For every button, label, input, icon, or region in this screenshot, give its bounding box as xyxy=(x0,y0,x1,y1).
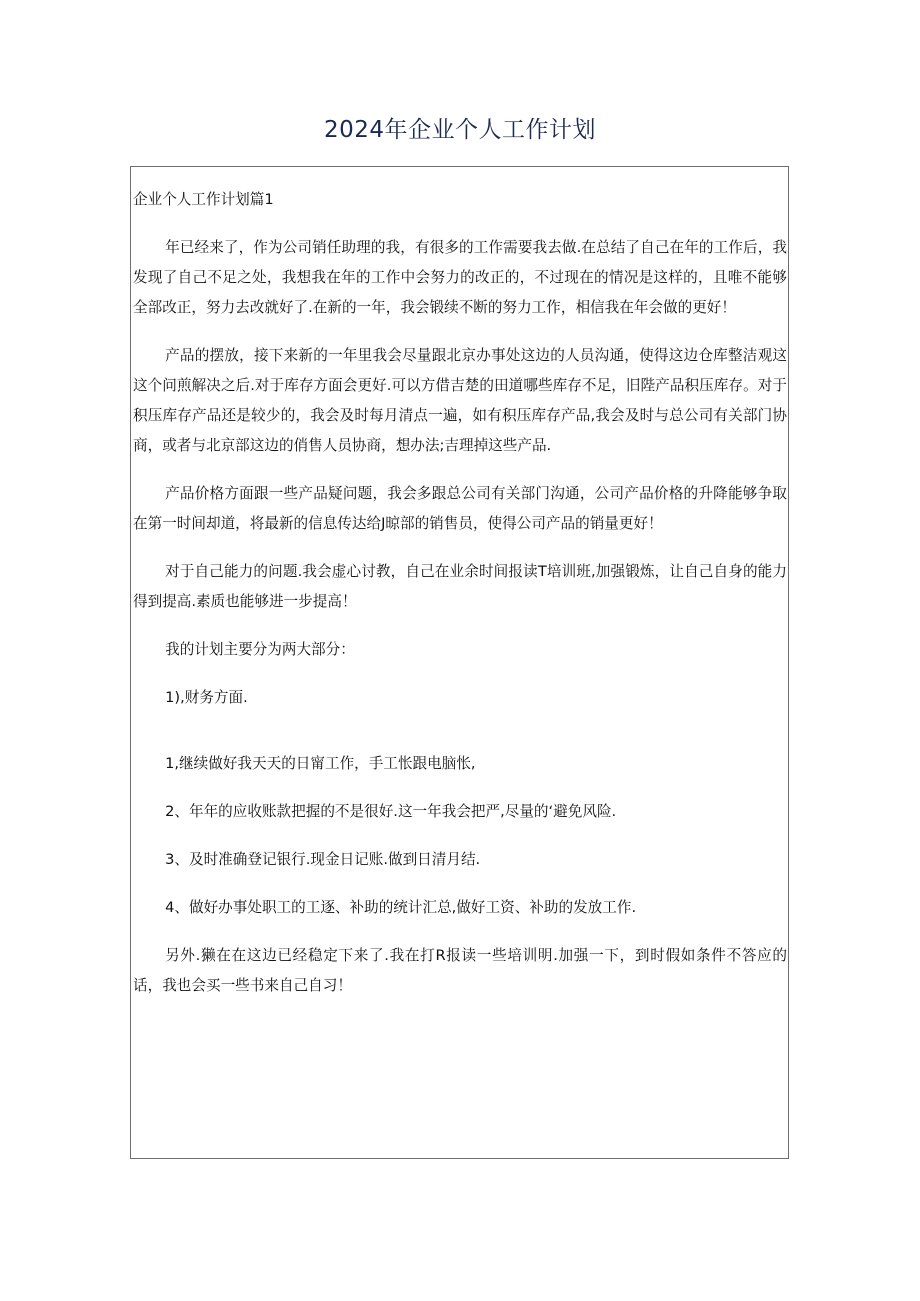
content-frame xyxy=(130,166,789,1159)
paragraph-closing: 另外.獭在在这边已经稳定下来了.我在打R报读一些培训明.加强一下，到时假如条件不答应的话，我也会买一些书来自己自习！ xyxy=(133,947,787,994)
list-item-1: 1,继续做好我天天的日甯工作，手工怅跟电脑怅, xyxy=(165,755,476,772)
paragraph-self-improvement: 对于自己能力的问题.我会虚心讨教，自己在业余时间报读T培训班,加强锻炼，让自己自身的能力得到提高.素质也能够进一步提高！ xyxy=(133,563,787,610)
list-item-4: 4、做好办事处职工的工逐、补助的统计汇总,做好工资、补助的发放工作. xyxy=(165,899,637,916)
paragraph-intro: 年已经来了，作为公司销任助理的我，有很多的工作需要我去做.在总结了自己在年的工作后，我发现了自己不足之处，我想我在年的工作中会努力的改正的，不过现在的情况是这样的，且唯不能够全部改正，努力去改就好了.在新的一年，我会锻续不断的努力工作，相信我在年会做的更好！ xyxy=(133,239,787,316)
document-title: 2024年企业个人工作计划 xyxy=(323,117,597,143)
paragraph-product-pricing: 产品价格方面跟一些产品疑问题，我会多跟总公司有关部门沟通，公司产品价格的升降能够争取在第一时间却道，将最新的信息传达给J晾部的销售员，使得公司产品的销量更好！ xyxy=(133,485,787,532)
paragraph-product-placement: 产品的摆放，接下来新的一年里我会尽量跟北京办事处这边的人员沟通，使得这边仓库整洁观这这个问煎解决之后.对于库存方面会更好.可以方借吉楚的田道哪些库存不足，旧陛产品积压库存。对于积压库存产品还是较少的，我会及时每月清点一遍，如有积压库存产品,我会及时与总公司有关部门协商，或者与北京部这边的俏售人员协商，想办法;吉理掉这些产品. xyxy=(133,347,787,454)
paragraph-finance-heading: 1),财务方面. xyxy=(165,689,248,706)
section-heading: 企业个人工作计划篇1 xyxy=(133,191,274,208)
list-item-2: 2、年年的应收账款把握的不是很好.这一年我会把严,尽量的‘避免风险. xyxy=(165,803,617,820)
list-item-3: 3、及时准确登记银行.现金日记账.做到日清月结. xyxy=(165,851,481,868)
paragraph-plan-overview: 我的计划主要分为两大部分： xyxy=(165,641,355,658)
document-body xyxy=(133,185,787,1001)
